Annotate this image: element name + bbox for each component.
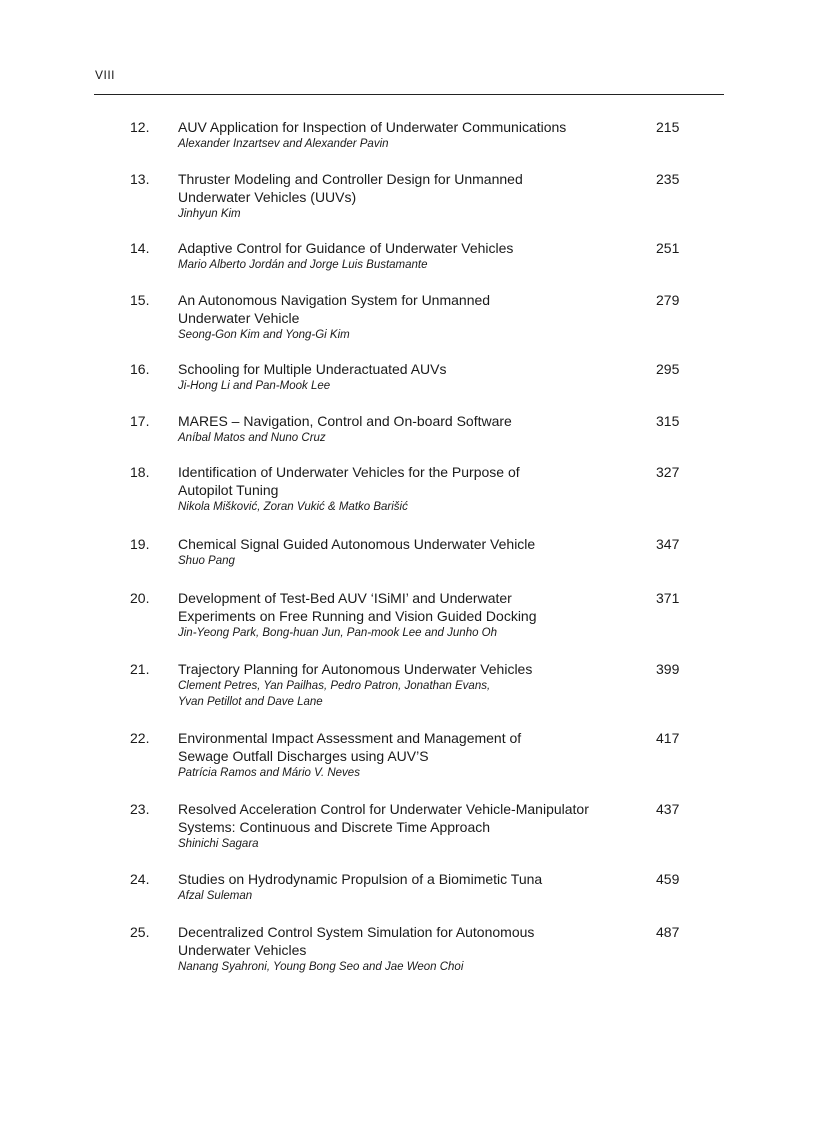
chapter-number: 18. — [130, 464, 150, 480]
chapter-title: Chemical Signal Guided Autonomous Underwater Vehicle — [178, 536, 536, 552]
header-rule — [94, 94, 724, 95]
chapter-authors: Clement Petres, Yan Pailhas, Pedro Patron, Jonathan Evans, Yvan Petillot and Dave Lane — [178, 680, 491, 708]
chapter-authors: Alexander Inzartsev and Alexander Pavin — [178, 138, 389, 150]
chapter-title: AUV Application for Inspection of Underwater Communications — [178, 119, 567, 135]
chapter-page: 215 — [656, 119, 680, 135]
chapter-page: 327 — [656, 464, 680, 480]
chapter-page: 459 — [656, 871, 680, 887]
chapter-page: 315 — [656, 413, 680, 429]
chapter-title: Schooling for Multiple Underactuated AUVs — [178, 361, 447, 377]
chapter-number: 23. — [130, 801, 150, 817]
chapter-title: Identification of Underwater Vehicles for the Purpose of Autopilot Tuning — [178, 464, 520, 498]
chapter-page: 279 — [656, 292, 680, 308]
chapter-number: 20. — [130, 590, 150, 606]
chapter-authors: Jinhyun Kim — [178, 208, 241, 220]
chapter-number: 16. — [130, 361, 150, 377]
chapter-title: Environmental Impact Assessment and Management of Sewage Outfall Discharges using AUV’S — [178, 730, 522, 764]
chapter-number: 13. — [130, 171, 150, 187]
chapter-authors: Nanang Syahroni, Young Bong Seo and Jae Weon Choi — [178, 961, 464, 973]
chapter-authors: Shuo Pang — [178, 555, 235, 567]
chapter-authors: Afzal Suleman — [178, 890, 253, 902]
chapter-authors: Shinichi Sagara — [178, 838, 259, 850]
chapter-number: 24. — [130, 871, 150, 887]
chapter-title: Development of Test-Bed AUV ‘ISiMI’ and Underwater Experiments on Free Running and Vision Guided Docking — [178, 590, 537, 624]
chapter-page: 347 — [656, 536, 680, 552]
chapter-authors: Mario Alberto Jordán and Jorge Luis Bustamante — [178, 259, 428, 271]
chapter-title: Thruster Modeling and Controller Design for Unmanned Underwater Vehicles (UUVs) — [178, 171, 523, 205]
chapter-authors: Aníbal Matos and Nuno Cruz — [178, 432, 326, 444]
page-number-header: VIII — [95, 68, 116, 82]
chapter-page: 251 — [656, 240, 680, 256]
chapter-page: 371 — [656, 590, 680, 606]
chapter-number: 17. — [130, 413, 150, 429]
chapter-page: 399 — [656, 661, 680, 677]
chapter-number: 25. — [130, 924, 150, 940]
chapter-number: 12. — [130, 119, 150, 135]
chapter-title: Studies on Hydrodynamic Propulsion of a Biomimetic Tuna — [178, 871, 543, 887]
chapter-authors: Seong-Gon Kim and Yong-Gi Kim — [178, 329, 350, 341]
chapter-title: Trajectory Planning for Autonomous Underwater Vehicles — [178, 661, 533, 677]
chapter-number: 15. — [130, 292, 150, 308]
chapter-title: Resolved Acceleration Control for Underwater Vehicle-Manipulator Systems: Continuous and Discrete Time Approach — [178, 801, 589, 835]
chapter-page: 437 — [656, 801, 680, 817]
chapter-title: MARES – Navigation, Control and On-board Software — [178, 413, 512, 429]
chapter-authors: Jin-Yeong Park, Bong-huan Jun, Pan-mook Lee and Junho Oh — [178, 627, 498, 639]
chapter-page: 295 — [656, 361, 680, 377]
chapter-title: Decentralized Control System Simulation for Autonomous Underwater Vehicles — [178, 924, 535, 958]
chapter-authors: Patrícia Ramos and Mário V. Neves — [178, 767, 360, 779]
chapter-authors: Ji-Hong Li and Pan-Mook Lee — [178, 380, 331, 392]
chapter-title: Adaptive Control for Guidance of Underwater Vehicles — [178, 240, 514, 256]
chapter-page: 235 — [656, 171, 680, 187]
chapter-page: 417 — [656, 730, 680, 746]
chapter-title: An Autonomous Navigation System for Unmanned Underwater Vehicle — [178, 292, 491, 326]
chapter-number: 19. — [130, 536, 150, 552]
chapter-number: 14. — [130, 240, 150, 256]
chapter-number: 22. — [130, 730, 150, 746]
chapter-authors: Nikola Mišković, Zoran Vukić & Matko Barišić — [178, 501, 408, 513]
chapter-number: 21. — [130, 661, 150, 677]
chapter-page: 487 — [656, 924, 680, 940]
